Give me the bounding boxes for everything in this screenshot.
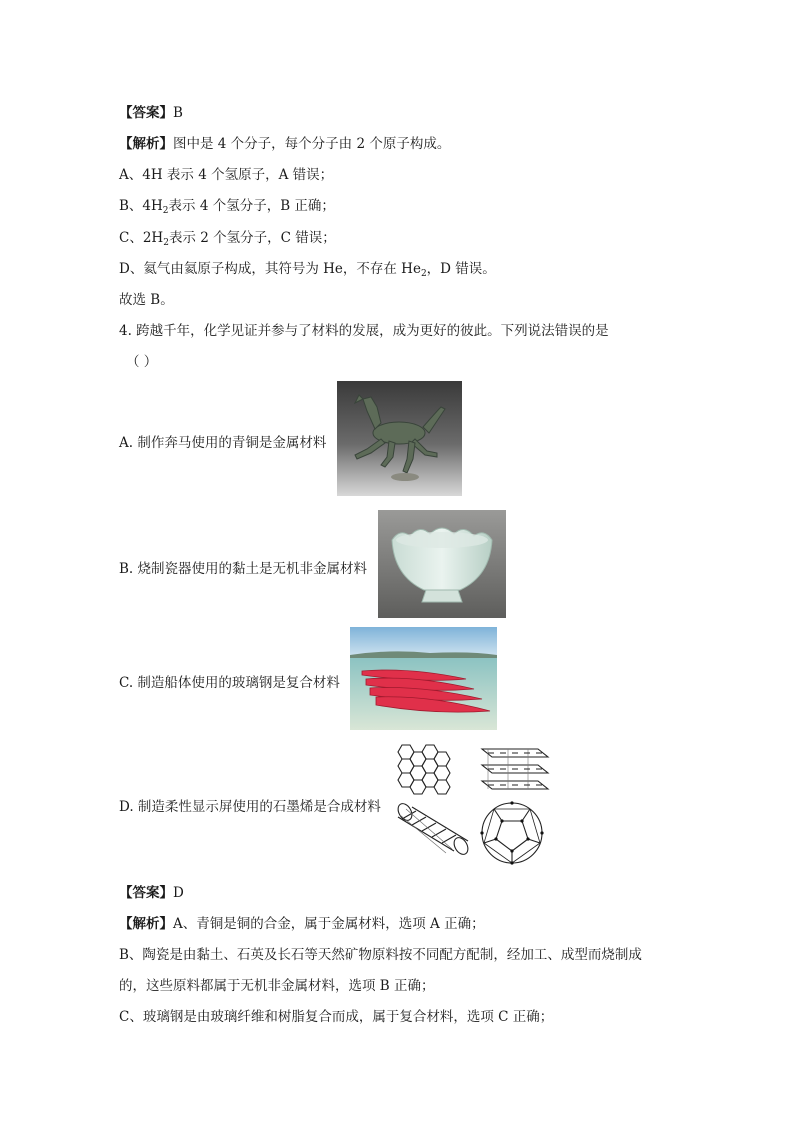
option-b-text: B. 烧制瓷器使用的黏土是无机非金属材料	[119, 561, 368, 577]
analysis-option-d	[119, 260, 496, 278]
bronze-horse-image	[337, 381, 462, 496]
conclusion-1: 故选 B。	[119, 292, 174, 308]
c-formula: C、2H	[119, 230, 164, 246]
d-subscript: 2	[420, 269, 427, 279]
answer-value-2: D	[173, 885, 184, 901]
answer-line-1	[119, 104, 183, 122]
c-text: 表示 2 个氢分子，C 错误；	[168, 230, 336, 246]
analysis-tag-2: 【解析】	[119, 916, 173, 932]
analysis-2-line-c: C、玻璃钢是由玻璃纤维和树脂复合而成，属于复合材料，选项 C 正确；	[119, 1009, 554, 1025]
analysis-text-2: A、青铜是铜的合金，属于金属材料，选项 A 正确；	[173, 916, 485, 932]
kayak-image	[350, 627, 497, 730]
analysis-option-b	[119, 197, 335, 215]
answer-value: B	[173, 105, 183, 121]
analysis-2-line-b1: B、陶瓷是由黏土、石英及长石等天然矿物原料按不同配方配制，经加工、成型而烧制成	[119, 947, 642, 963]
analysis-tag: 【解析】	[119, 136, 173, 152]
analysis-text: 图中是 4 个分子，每个分子由 2 个原子构成。	[173, 136, 451, 152]
answer-tag-2: 【答案】	[119, 885, 173, 901]
d-text: ，D 错误。	[426, 261, 496, 277]
graphene-structures-image	[388, 737, 556, 867]
question-4-paren: （ ）	[126, 354, 158, 370]
b-text: 表示 4 个氢分子，B 正确；	[168, 198, 335, 214]
option-d-text: D. 制造柔性显示屏使用的石墨烯是合成材料	[119, 799, 381, 815]
option-a-text: A. 制作奔马使用的青铜是金属材料	[119, 435, 327, 451]
b-subscript: 2	[162, 206, 169, 216]
porcelain-bowl-image	[378, 510, 506, 618]
analysis-option-c	[119, 229, 336, 247]
analysis-line-1	[119, 135, 450, 153]
answer-tag: 【答案】	[119, 105, 173, 121]
answer-line-2	[119, 884, 184, 902]
analysis-2-line-b2: 的，这些原料都属于无机非金属材料，选项 B 正确；	[119, 978, 435, 994]
analysis-option-a: A、4H 表示 4 个氢原子，A 错误；	[119, 167, 334, 183]
b-formula: B、4H	[119, 198, 163, 214]
option-c-text: C. 制造船体使用的玻璃钢是复合材料	[119, 675, 340, 691]
d-formula: D、氦气由氦原子构成，其符号为 He，不存在 He	[119, 261, 421, 277]
question-4-stem: 4. 跨越千年，化学见证并参与了材料的发展，成为更好的彼此。下列说法错误的是	[119, 323, 609, 339]
analysis-line-2	[119, 915, 485, 933]
c-subscript: 2	[163, 238, 169, 248]
